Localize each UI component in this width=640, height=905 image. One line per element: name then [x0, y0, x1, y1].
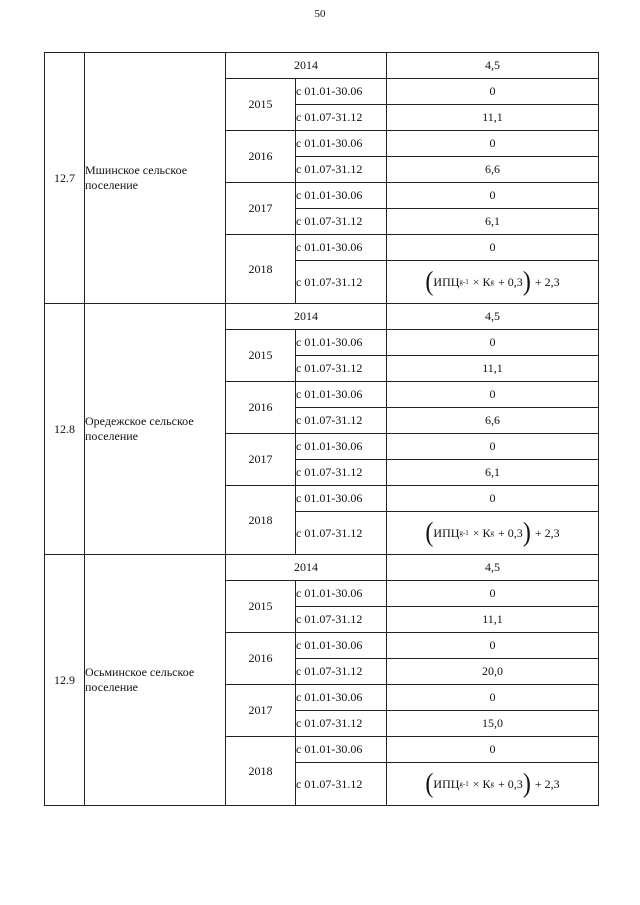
settlement-name: Осьминское сельское поселение [85, 555, 226, 806]
year-cell: 2016 [226, 633, 296, 685]
row-number: 12.8 [45, 304, 85, 555]
table-row [45, 555, 599, 581]
close-paren: ) [522, 267, 531, 297]
base-value: 4,5 [387, 555, 599, 581]
formula-base-subscript: g-1 [459, 780, 469, 788]
period-second-half: с 01.07-31.12 [296, 157, 387, 183]
year-cell: 2016 [226, 131, 296, 183]
value-second-half: 15,0 [387, 711, 599, 737]
value-second-half: 20,0 [387, 659, 599, 685]
value-formula [387, 512, 599, 555]
year-cell: 2018 [226, 737, 296, 806]
value-second-half: 11,1 [387, 105, 599, 131]
table-row [45, 53, 599, 79]
period-second-half: с 01.07-31.12 [296, 711, 387, 737]
table-row [45, 304, 599, 330]
year-cell: 2017 [226, 685, 296, 737]
formula-base-subscript: g-1 [459, 278, 469, 286]
formula-base-subscript: g-1 [459, 529, 469, 537]
formula-times: × К [472, 525, 491, 540]
period-first-half: с 01.01-30.06 [296, 79, 387, 105]
base-year: 2014 [226, 555, 387, 581]
tariff-formula [425, 518, 560, 548]
open-paren: ( [425, 769, 434, 799]
settlement-name: Мшинское сельское поселение [85, 53, 226, 304]
period-first-half: с 01.01-30.06 [296, 633, 387, 659]
formula-plus-inner: + 0,3 [498, 274, 523, 289]
value-first-half: 0 [387, 486, 599, 512]
value-second-half: 11,1 [387, 607, 599, 633]
period-first-half: с 01.01-30.06 [296, 737, 387, 763]
value-formula [387, 763, 599, 806]
period-second-half: с 01.07-31.12 [296, 460, 387, 486]
formula-plus-outer: + 2,3 [534, 776, 560, 791]
value-second-half: 6,1 [387, 460, 599, 486]
formula-times: × К [472, 776, 491, 791]
year-cell: 2016 [226, 382, 296, 434]
value-first-half: 0 [387, 737, 599, 763]
period-second-half: с 01.07-31.12 [296, 607, 387, 633]
value-first-half: 0 [387, 235, 599, 261]
base-value: 4,5 [387, 304, 599, 330]
base-year: 2014 [226, 53, 387, 79]
page-number: 50 [314, 8, 326, 20]
value-first-half: 0 [387, 79, 599, 105]
period-first-half: с 01.01-30.06 [296, 183, 387, 209]
row-number: 12.9 [45, 555, 85, 806]
period-first-half: с 01.01-30.06 [296, 581, 387, 607]
formula-times: × К [472, 274, 491, 289]
period-first-half: с 01.01-30.06 [296, 382, 387, 408]
period-first-half: с 01.01-30.06 [296, 330, 387, 356]
year-cell: 2018 [226, 486, 296, 555]
row-number: 12.7 [45, 53, 85, 304]
value-first-half: 0 [387, 330, 599, 356]
period-second-half: с 01.07-31.12 [296, 512, 387, 555]
formula-coef-subscript: g [490, 780, 495, 788]
year-cell: 2017 [226, 183, 296, 235]
period-second-half: с 01.07-31.12 [296, 659, 387, 685]
value-first-half: 0 [387, 581, 599, 607]
tariff-formula [425, 267, 560, 297]
formula-plus-outer: + 2,3 [534, 274, 560, 289]
year-cell: 2018 [226, 235, 296, 304]
period-first-half: с 01.01-30.06 [296, 131, 387, 157]
formula-coef-subscript: g [490, 529, 495, 537]
value-first-half: 0 [387, 382, 599, 408]
open-paren: ( [425, 518, 434, 548]
open-paren: ( [425, 267, 434, 297]
value-second-half: 6,6 [387, 157, 599, 183]
period-first-half: с 01.01-30.06 [296, 235, 387, 261]
period-first-half: с 01.01-30.06 [296, 434, 387, 460]
base-year: 2014 [226, 304, 387, 330]
settlement-name: Оредежское сельское поселение [85, 304, 226, 555]
value-second-half: 6,6 [387, 408, 599, 434]
value-first-half: 0 [387, 685, 599, 711]
period-first-half: с 01.01-30.06 [296, 685, 387, 711]
tariff-formula [425, 769, 560, 799]
year-cell: 2017 [226, 434, 296, 486]
value-first-half: 0 [387, 434, 599, 460]
formula-base: ИПЦ [433, 274, 460, 289]
period-second-half: с 01.07-31.12 [296, 209, 387, 235]
formula-base: ИПЦ [433, 525, 460, 540]
year-cell: 2015 [226, 581, 296, 633]
year-cell: 2015 [226, 330, 296, 382]
base-value: 4,5 [387, 53, 599, 79]
value-first-half: 0 [387, 183, 599, 209]
period-second-half: с 01.07-31.12 [296, 356, 387, 382]
formula-plus-inner: + 0,3 [498, 525, 523, 540]
period-second-half: с 01.07-31.12 [296, 408, 387, 434]
value-formula [387, 261, 599, 304]
close-paren: ) [522, 518, 531, 548]
period-second-half: с 01.07-31.12 [296, 763, 387, 806]
period-second-half: с 01.07-31.12 [296, 105, 387, 131]
tariff-table [44, 52, 599, 806]
value-first-half: 0 [387, 131, 599, 157]
value-second-half: 11,1 [387, 356, 599, 382]
year-cell: 2015 [226, 79, 296, 131]
period-first-half: с 01.01-30.06 [296, 486, 387, 512]
close-paren: ) [522, 769, 531, 799]
formula-coef-subscript: g [490, 278, 495, 286]
period-second-half: с 01.07-31.12 [296, 261, 387, 304]
value-first-half: 0 [387, 633, 599, 659]
value-second-half: 6,1 [387, 209, 599, 235]
formula-plus-inner: + 0,3 [498, 776, 523, 791]
formula-plus-outer: + 2,3 [534, 525, 560, 540]
formula-base: ИПЦ [433, 776, 460, 791]
